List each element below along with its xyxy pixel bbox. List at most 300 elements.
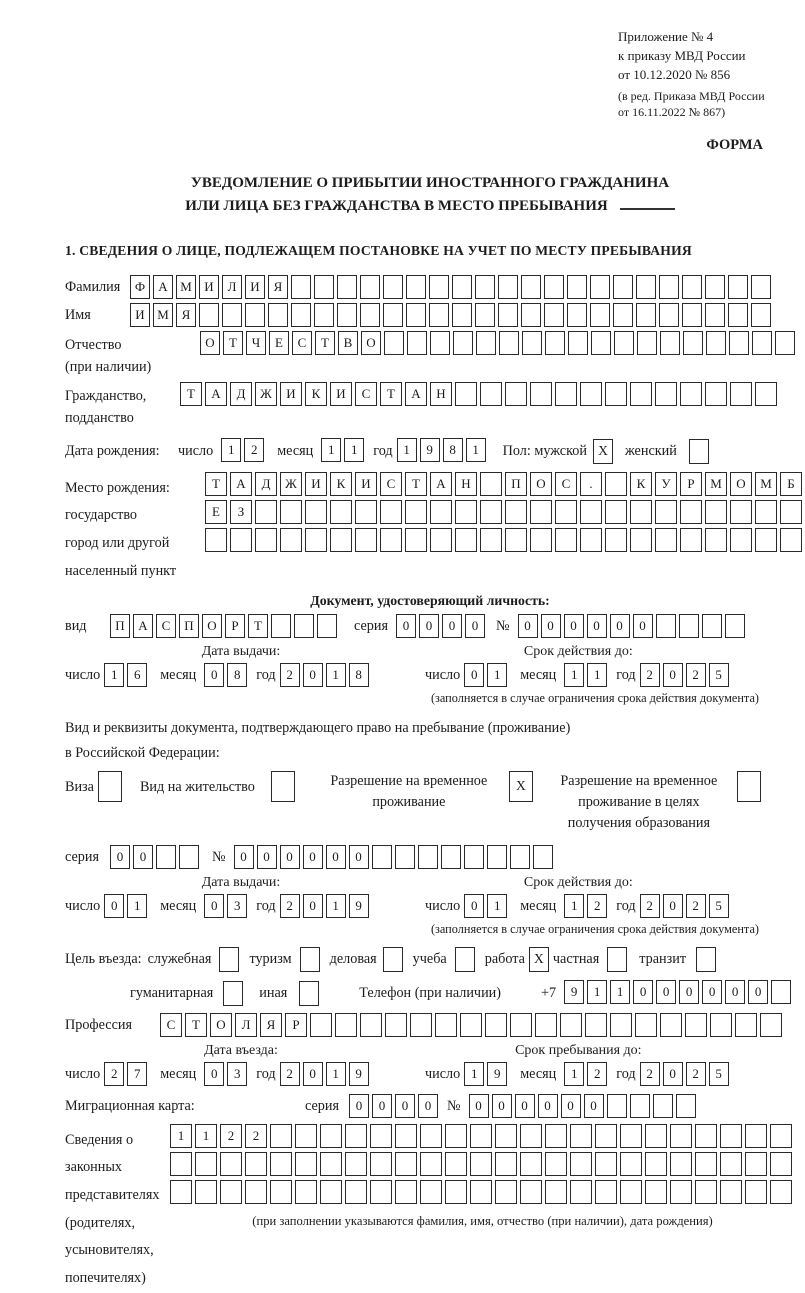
- char-cell[interactable]: А: [430, 472, 452, 496]
- char-cell[interactable]: [345, 1124, 367, 1148]
- char-cell[interactable]: [520, 1180, 542, 1204]
- char-cell[interactable]: [545, 1152, 567, 1176]
- char-cell[interactable]: [452, 303, 472, 327]
- char-cell[interactable]: 1: [326, 663, 346, 687]
- char-cell[interactable]: 2: [686, 1062, 706, 1086]
- char-cell[interactable]: [430, 500, 452, 524]
- char-cell[interactable]: [430, 528, 452, 552]
- birth-place-boxes-row2[interactable]: [205, 500, 805, 524]
- char-cell[interactable]: [653, 1094, 673, 1118]
- char-cell[interactable]: [280, 500, 302, 524]
- char-cell[interactable]: [630, 382, 652, 406]
- char-cell[interactable]: [730, 382, 752, 406]
- char-cell[interactable]: 5: [709, 663, 729, 687]
- char-cell[interactable]: [245, 1152, 267, 1176]
- char-cell[interactable]: [544, 275, 564, 299]
- char-cell[interactable]: Я: [268, 275, 288, 299]
- char-cell[interactable]: [595, 1124, 617, 1148]
- char-cell[interactable]: 0: [465, 614, 485, 638]
- char-cell[interactable]: О: [202, 614, 222, 638]
- char-cell[interactable]: 0: [492, 1094, 512, 1118]
- char-cell[interactable]: [585, 1013, 607, 1037]
- residence-expiry-year-boxes[interactable]: [640, 894, 732, 918]
- birth-year-boxes[interactable]: [397, 438, 489, 462]
- char-cell[interactable]: Т: [180, 382, 202, 406]
- char-cell[interactable]: [545, 331, 565, 355]
- char-cell[interactable]: 0: [396, 614, 416, 638]
- char-cell[interactable]: [568, 331, 588, 355]
- char-cell[interactable]: [659, 275, 679, 299]
- char-cell[interactable]: Е: [205, 500, 227, 524]
- char-cell[interactable]: [205, 528, 227, 552]
- char-cell[interactable]: 9: [349, 894, 369, 918]
- char-cell[interactable]: М: [705, 472, 727, 496]
- char-cell[interactable]: 0: [303, 1062, 323, 1086]
- char-cell[interactable]: [420, 1152, 442, 1176]
- char-cell[interactable]: 0: [679, 980, 699, 1004]
- char-cell[interactable]: [702, 614, 722, 638]
- char-cell[interactable]: [199, 303, 219, 327]
- char-cell[interactable]: Ж: [255, 382, 277, 406]
- char-cell[interactable]: [685, 1013, 707, 1037]
- patronymic-boxes[interactable]: [200, 331, 798, 355]
- char-cell[interactable]: [695, 1180, 717, 1204]
- residence-expiry-month-boxes[interactable]: [564, 894, 610, 918]
- purpose-official-checkbox[interactable]: [219, 947, 239, 972]
- char-cell[interactable]: 2: [280, 663, 300, 687]
- char-cell[interactable]: 0: [349, 845, 369, 869]
- char-cell[interactable]: [255, 500, 277, 524]
- char-cell[interactable]: [755, 382, 777, 406]
- char-cell[interactable]: 9: [420, 438, 440, 462]
- char-cell[interactable]: 0: [303, 894, 323, 918]
- char-cell[interactable]: [613, 275, 633, 299]
- char-cell[interactable]: О: [530, 472, 552, 496]
- char-cell[interactable]: 0: [280, 845, 300, 869]
- char-cell[interactable]: М: [176, 275, 196, 299]
- char-cell[interactable]: А: [405, 382, 427, 406]
- char-cell[interactable]: [605, 500, 627, 524]
- char-cell[interactable]: [441, 845, 461, 869]
- purpose-private-checkbox[interactable]: [607, 947, 627, 972]
- char-cell[interactable]: 0: [326, 845, 346, 869]
- char-cell[interactable]: [195, 1152, 217, 1176]
- char-cell[interactable]: [480, 528, 502, 552]
- char-cell[interactable]: Ж: [280, 472, 302, 496]
- char-cell[interactable]: [495, 1180, 517, 1204]
- char-cell[interactable]: [370, 1180, 392, 1204]
- char-cell[interactable]: 2: [686, 663, 706, 687]
- char-cell[interactable]: 2: [245, 1124, 267, 1148]
- char-cell[interactable]: [480, 382, 502, 406]
- char-cell[interactable]: 0: [464, 894, 484, 918]
- temp-permit-checkbox[interactable]: X: [509, 771, 533, 802]
- char-cell[interactable]: [320, 1180, 342, 1204]
- char-cell[interactable]: [270, 1152, 292, 1176]
- birth-place-boxes-row3[interactable]: [205, 528, 805, 552]
- char-cell[interactable]: [498, 303, 518, 327]
- char-cell[interactable]: 0: [418, 1094, 438, 1118]
- char-cell[interactable]: 2: [587, 894, 607, 918]
- char-cell[interactable]: [705, 528, 727, 552]
- char-cell[interactable]: Е: [269, 331, 289, 355]
- char-cell[interactable]: [271, 614, 291, 638]
- char-cell[interactable]: [680, 500, 702, 524]
- char-cell[interactable]: [480, 500, 502, 524]
- char-cell[interactable]: И: [199, 275, 219, 299]
- char-cell[interactable]: [605, 472, 627, 496]
- char-cell[interactable]: 0: [633, 614, 653, 638]
- char-cell[interactable]: Я: [176, 303, 196, 327]
- char-cell[interactable]: [195, 1180, 217, 1204]
- char-cell[interactable]: [660, 1013, 682, 1037]
- char-cell[interactable]: [455, 382, 477, 406]
- char-cell[interactable]: [521, 275, 541, 299]
- char-cell[interactable]: А: [205, 382, 227, 406]
- char-cell[interactable]: [725, 614, 745, 638]
- char-cell[interactable]: [170, 1180, 192, 1204]
- char-cell[interactable]: П: [179, 614, 199, 638]
- char-cell[interactable]: 1: [321, 438, 341, 462]
- char-cell[interactable]: 0: [541, 614, 561, 638]
- char-cell[interactable]: 2: [280, 894, 300, 918]
- char-cell[interactable]: В: [338, 331, 358, 355]
- char-cell[interactable]: [635, 1013, 657, 1037]
- char-cell[interactable]: [395, 845, 415, 869]
- char-cell[interactable]: [545, 1124, 567, 1148]
- char-cell[interactable]: [455, 500, 477, 524]
- char-cell[interactable]: 1: [587, 663, 607, 687]
- char-cell[interactable]: 0: [464, 663, 484, 687]
- char-cell[interactable]: [360, 275, 380, 299]
- char-cell[interactable]: 0: [515, 1094, 535, 1118]
- migration-series-boxes[interactable]: [349, 1094, 441, 1118]
- char-cell[interactable]: [470, 1180, 492, 1204]
- char-cell[interactable]: С: [156, 614, 176, 638]
- char-cell[interactable]: 0: [656, 980, 676, 1004]
- char-cell[interactable]: 1: [397, 438, 417, 462]
- char-cell[interactable]: [695, 1152, 717, 1176]
- purpose-tourism-checkbox[interactable]: [300, 947, 320, 972]
- char-cell[interactable]: [383, 275, 403, 299]
- char-cell[interactable]: [730, 528, 752, 552]
- char-cell[interactable]: [620, 1124, 642, 1148]
- char-cell[interactable]: [485, 1013, 507, 1037]
- char-cell[interactable]: 0: [395, 1094, 415, 1118]
- char-cell[interactable]: [679, 614, 699, 638]
- char-cell[interactable]: [383, 303, 403, 327]
- char-cell[interactable]: [630, 1094, 650, 1118]
- char-cell[interactable]: [620, 1152, 642, 1176]
- char-cell[interactable]: 0: [584, 1094, 604, 1118]
- char-cell[interactable]: [330, 500, 352, 524]
- char-cell[interactable]: [752, 331, 772, 355]
- char-cell[interactable]: [729, 331, 749, 355]
- char-cell[interactable]: [385, 1013, 407, 1037]
- char-cell[interactable]: [268, 303, 288, 327]
- char-cell[interactable]: [645, 1180, 667, 1204]
- char-cell[interactable]: 0: [303, 663, 323, 687]
- char-cell[interactable]: 8: [349, 663, 369, 687]
- char-cell[interactable]: 1: [466, 438, 486, 462]
- char-cell[interactable]: Л: [222, 275, 242, 299]
- char-cell[interactable]: [510, 845, 530, 869]
- char-cell[interactable]: [530, 528, 552, 552]
- char-cell[interactable]: [580, 500, 602, 524]
- stay-year-boxes[interactable]: [640, 1062, 732, 1086]
- char-cell[interactable]: 0: [561, 1094, 581, 1118]
- char-cell[interactable]: О: [361, 331, 381, 355]
- doc-expiry-day-boxes[interactable]: [464, 663, 510, 687]
- doc-issue-month-boxes[interactable]: [204, 663, 250, 687]
- char-cell[interactable]: [395, 1180, 417, 1204]
- char-cell[interactable]: [645, 1124, 667, 1148]
- char-cell[interactable]: Т: [185, 1013, 207, 1037]
- char-cell[interactable]: [720, 1180, 742, 1204]
- char-cell[interactable]: [360, 303, 380, 327]
- char-cell[interactable]: [770, 1180, 792, 1204]
- char-cell[interactable]: Д: [255, 472, 277, 496]
- char-cell[interactable]: 1: [326, 894, 346, 918]
- char-cell[interactable]: 3: [227, 894, 247, 918]
- char-cell[interactable]: [745, 1152, 767, 1176]
- char-cell[interactable]: [533, 845, 553, 869]
- char-cell[interactable]: [655, 528, 677, 552]
- char-cell[interactable]: [464, 845, 484, 869]
- char-cell[interactable]: 0: [133, 845, 153, 869]
- char-cell[interactable]: [682, 303, 702, 327]
- char-cell[interactable]: К: [330, 472, 352, 496]
- char-cell[interactable]: [384, 331, 404, 355]
- char-cell[interactable]: [771, 980, 791, 1004]
- char-cell[interactable]: [530, 500, 552, 524]
- char-cell[interactable]: [710, 1013, 732, 1037]
- char-cell[interactable]: [656, 614, 676, 638]
- char-cell[interactable]: 2: [587, 1062, 607, 1086]
- char-cell[interactable]: [520, 1152, 542, 1176]
- char-cell[interactable]: 1: [564, 1062, 584, 1086]
- char-cell[interactable]: [355, 528, 377, 552]
- char-cell[interactable]: [395, 1152, 417, 1176]
- char-cell[interactable]: [495, 1124, 517, 1148]
- char-cell[interactable]: О: [200, 331, 220, 355]
- birth-place-boxes-row1[interactable]: [205, 472, 805, 496]
- char-cell[interactable]: [530, 382, 552, 406]
- char-cell[interactable]: [455, 528, 477, 552]
- char-cell[interactable]: [337, 303, 357, 327]
- doc-type-boxes[interactable]: [110, 614, 340, 638]
- char-cell[interactable]: [755, 528, 777, 552]
- char-cell[interactable]: [590, 303, 610, 327]
- char-cell[interactable]: 1: [587, 980, 607, 1004]
- char-cell[interactable]: [660, 331, 680, 355]
- char-cell[interactable]: [345, 1152, 367, 1176]
- char-cell[interactable]: [728, 303, 748, 327]
- char-cell[interactable]: К: [630, 472, 652, 496]
- profession-boxes[interactable]: [160, 1013, 785, 1037]
- char-cell[interactable]: 2: [686, 894, 706, 918]
- char-cell[interactable]: [695, 1124, 717, 1148]
- char-cell[interactable]: [335, 1013, 357, 1037]
- char-cell[interactable]: 1: [464, 1062, 484, 1086]
- char-cell[interactable]: [735, 1013, 757, 1037]
- char-cell[interactable]: [245, 1180, 267, 1204]
- char-cell[interactable]: [498, 275, 518, 299]
- char-cell[interactable]: 2: [280, 1062, 300, 1086]
- char-cell[interactable]: И: [280, 382, 302, 406]
- char-cell[interactable]: [495, 1152, 517, 1176]
- residence-issue-year-boxes[interactable]: [280, 894, 372, 918]
- char-cell[interactable]: 5: [709, 894, 729, 918]
- char-cell[interactable]: [295, 1152, 317, 1176]
- char-cell[interactable]: [487, 845, 507, 869]
- char-cell[interactable]: [720, 1124, 742, 1148]
- char-cell[interactable]: И: [355, 472, 377, 496]
- char-cell[interactable]: [406, 275, 426, 299]
- char-cell[interactable]: [255, 528, 277, 552]
- char-cell[interactable]: [345, 1180, 367, 1204]
- char-cell[interactable]: [470, 1124, 492, 1148]
- char-cell[interactable]: [659, 303, 679, 327]
- char-cell[interactable]: [630, 500, 652, 524]
- char-cell[interactable]: [445, 1152, 467, 1176]
- char-cell[interactable]: М: [755, 472, 777, 496]
- migration-number-boxes[interactable]: [469, 1094, 699, 1118]
- char-cell[interactable]: [314, 303, 334, 327]
- char-cell[interactable]: [452, 275, 472, 299]
- char-cell[interactable]: Л: [235, 1013, 257, 1037]
- char-cell[interactable]: [680, 528, 702, 552]
- char-cell[interactable]: П: [505, 472, 527, 496]
- char-cell[interactable]: [605, 528, 627, 552]
- char-cell[interactable]: [305, 500, 327, 524]
- char-cell[interactable]: [570, 1180, 592, 1204]
- char-cell[interactable]: 0: [663, 663, 683, 687]
- char-cell[interactable]: [637, 331, 657, 355]
- char-cell[interactable]: 1: [326, 1062, 346, 1086]
- char-cell[interactable]: [475, 275, 495, 299]
- char-cell[interactable]: [560, 1013, 582, 1037]
- char-cell[interactable]: [360, 1013, 382, 1037]
- char-cell[interactable]: [270, 1180, 292, 1204]
- char-cell[interactable]: [760, 1013, 782, 1037]
- char-cell[interactable]: [445, 1124, 467, 1148]
- char-cell[interactable]: [405, 528, 427, 552]
- entry-month-boxes[interactable]: [204, 1062, 250, 1086]
- char-cell[interactable]: [245, 303, 265, 327]
- purpose-transit-checkbox[interactable]: [696, 947, 716, 972]
- sex-male-checkbox[interactable]: X: [593, 439, 613, 464]
- char-cell[interactable]: [751, 275, 771, 299]
- char-cell[interactable]: [222, 303, 242, 327]
- char-cell[interactable]: [314, 275, 334, 299]
- purpose-humanitarian-checkbox[interactable]: [223, 981, 243, 1006]
- char-cell[interactable]: 2: [640, 1062, 660, 1086]
- char-cell[interactable]: 0: [257, 845, 277, 869]
- char-cell[interactable]: [460, 1013, 482, 1037]
- char-cell[interactable]: [405, 500, 427, 524]
- char-cell[interactable]: 0: [372, 1094, 392, 1118]
- char-cell[interactable]: [613, 303, 633, 327]
- char-cell[interactable]: 1: [564, 663, 584, 687]
- char-cell[interactable]: О: [730, 472, 752, 496]
- char-cell[interactable]: [745, 1180, 767, 1204]
- birth-month-boxes[interactable]: [321, 438, 367, 462]
- char-cell[interactable]: [522, 331, 542, 355]
- char-cell[interactable]: [270, 1124, 292, 1148]
- char-cell[interactable]: [670, 1152, 692, 1176]
- char-cell[interactable]: [755, 500, 777, 524]
- char-cell[interactable]: [337, 275, 357, 299]
- char-cell[interactable]: [607, 1094, 627, 1118]
- purpose-other-checkbox[interactable]: [299, 981, 319, 1006]
- char-cell[interactable]: [499, 331, 519, 355]
- char-cell[interactable]: 1: [104, 663, 124, 687]
- char-cell[interactable]: [505, 382, 527, 406]
- char-cell[interactable]: [380, 528, 402, 552]
- char-cell[interactable]: [780, 528, 802, 552]
- char-cell[interactable]: 0: [303, 845, 323, 869]
- char-cell[interactable]: [156, 845, 176, 869]
- representatives-boxes-row3[interactable]: [170, 1180, 795, 1204]
- char-cell[interactable]: 0: [442, 614, 462, 638]
- char-cell[interactable]: И: [130, 303, 150, 327]
- char-cell[interactable]: [728, 275, 748, 299]
- char-cell[interactable]: [317, 614, 337, 638]
- edu-permit-checkbox[interactable]: [737, 771, 761, 802]
- char-cell[interactable]: [280, 528, 302, 552]
- char-cell[interactable]: С: [292, 331, 312, 355]
- char-cell[interactable]: Т: [223, 331, 243, 355]
- residence-permit-checkbox[interactable]: [271, 771, 295, 802]
- char-cell[interactable]: 1: [127, 894, 147, 918]
- char-cell[interactable]: [220, 1152, 242, 1176]
- birth-day-boxes[interactable]: [221, 438, 267, 462]
- char-cell[interactable]: 0: [663, 894, 683, 918]
- char-cell[interactable]: [420, 1124, 442, 1148]
- char-cell[interactable]: И: [330, 382, 352, 406]
- char-cell[interactable]: 2: [640, 663, 660, 687]
- char-cell[interactable]: 2: [104, 1062, 124, 1086]
- char-cell[interactable]: 0: [234, 845, 254, 869]
- char-cell[interactable]: [570, 1152, 592, 1176]
- char-cell[interactable]: Р: [680, 472, 702, 496]
- char-cell[interactable]: 0: [110, 845, 130, 869]
- char-cell[interactable]: Н: [430, 382, 452, 406]
- char-cell[interactable]: [567, 275, 587, 299]
- char-cell[interactable]: [655, 500, 677, 524]
- char-cell[interactable]: 0: [469, 1094, 489, 1118]
- char-cell[interactable]: [330, 528, 352, 552]
- char-cell[interactable]: [555, 382, 577, 406]
- char-cell[interactable]: 0: [204, 894, 224, 918]
- char-cell[interactable]: Я: [260, 1013, 282, 1037]
- doc-series-boxes[interactable]: [396, 614, 488, 638]
- char-cell[interactable]: [430, 331, 450, 355]
- char-cell[interactable]: [605, 382, 627, 406]
- char-cell[interactable]: [475, 303, 495, 327]
- char-cell[interactable]: Р: [225, 614, 245, 638]
- char-cell[interactable]: [170, 1152, 192, 1176]
- char-cell[interactable]: [775, 331, 795, 355]
- char-cell[interactable]: [406, 303, 426, 327]
- char-cell[interactable]: [372, 845, 392, 869]
- char-cell[interactable]: [545, 1180, 567, 1204]
- doc-issue-day-boxes[interactable]: [104, 663, 150, 687]
- char-cell[interactable]: С: [160, 1013, 182, 1037]
- char-cell[interactable]: [705, 303, 725, 327]
- char-cell[interactable]: [730, 500, 752, 524]
